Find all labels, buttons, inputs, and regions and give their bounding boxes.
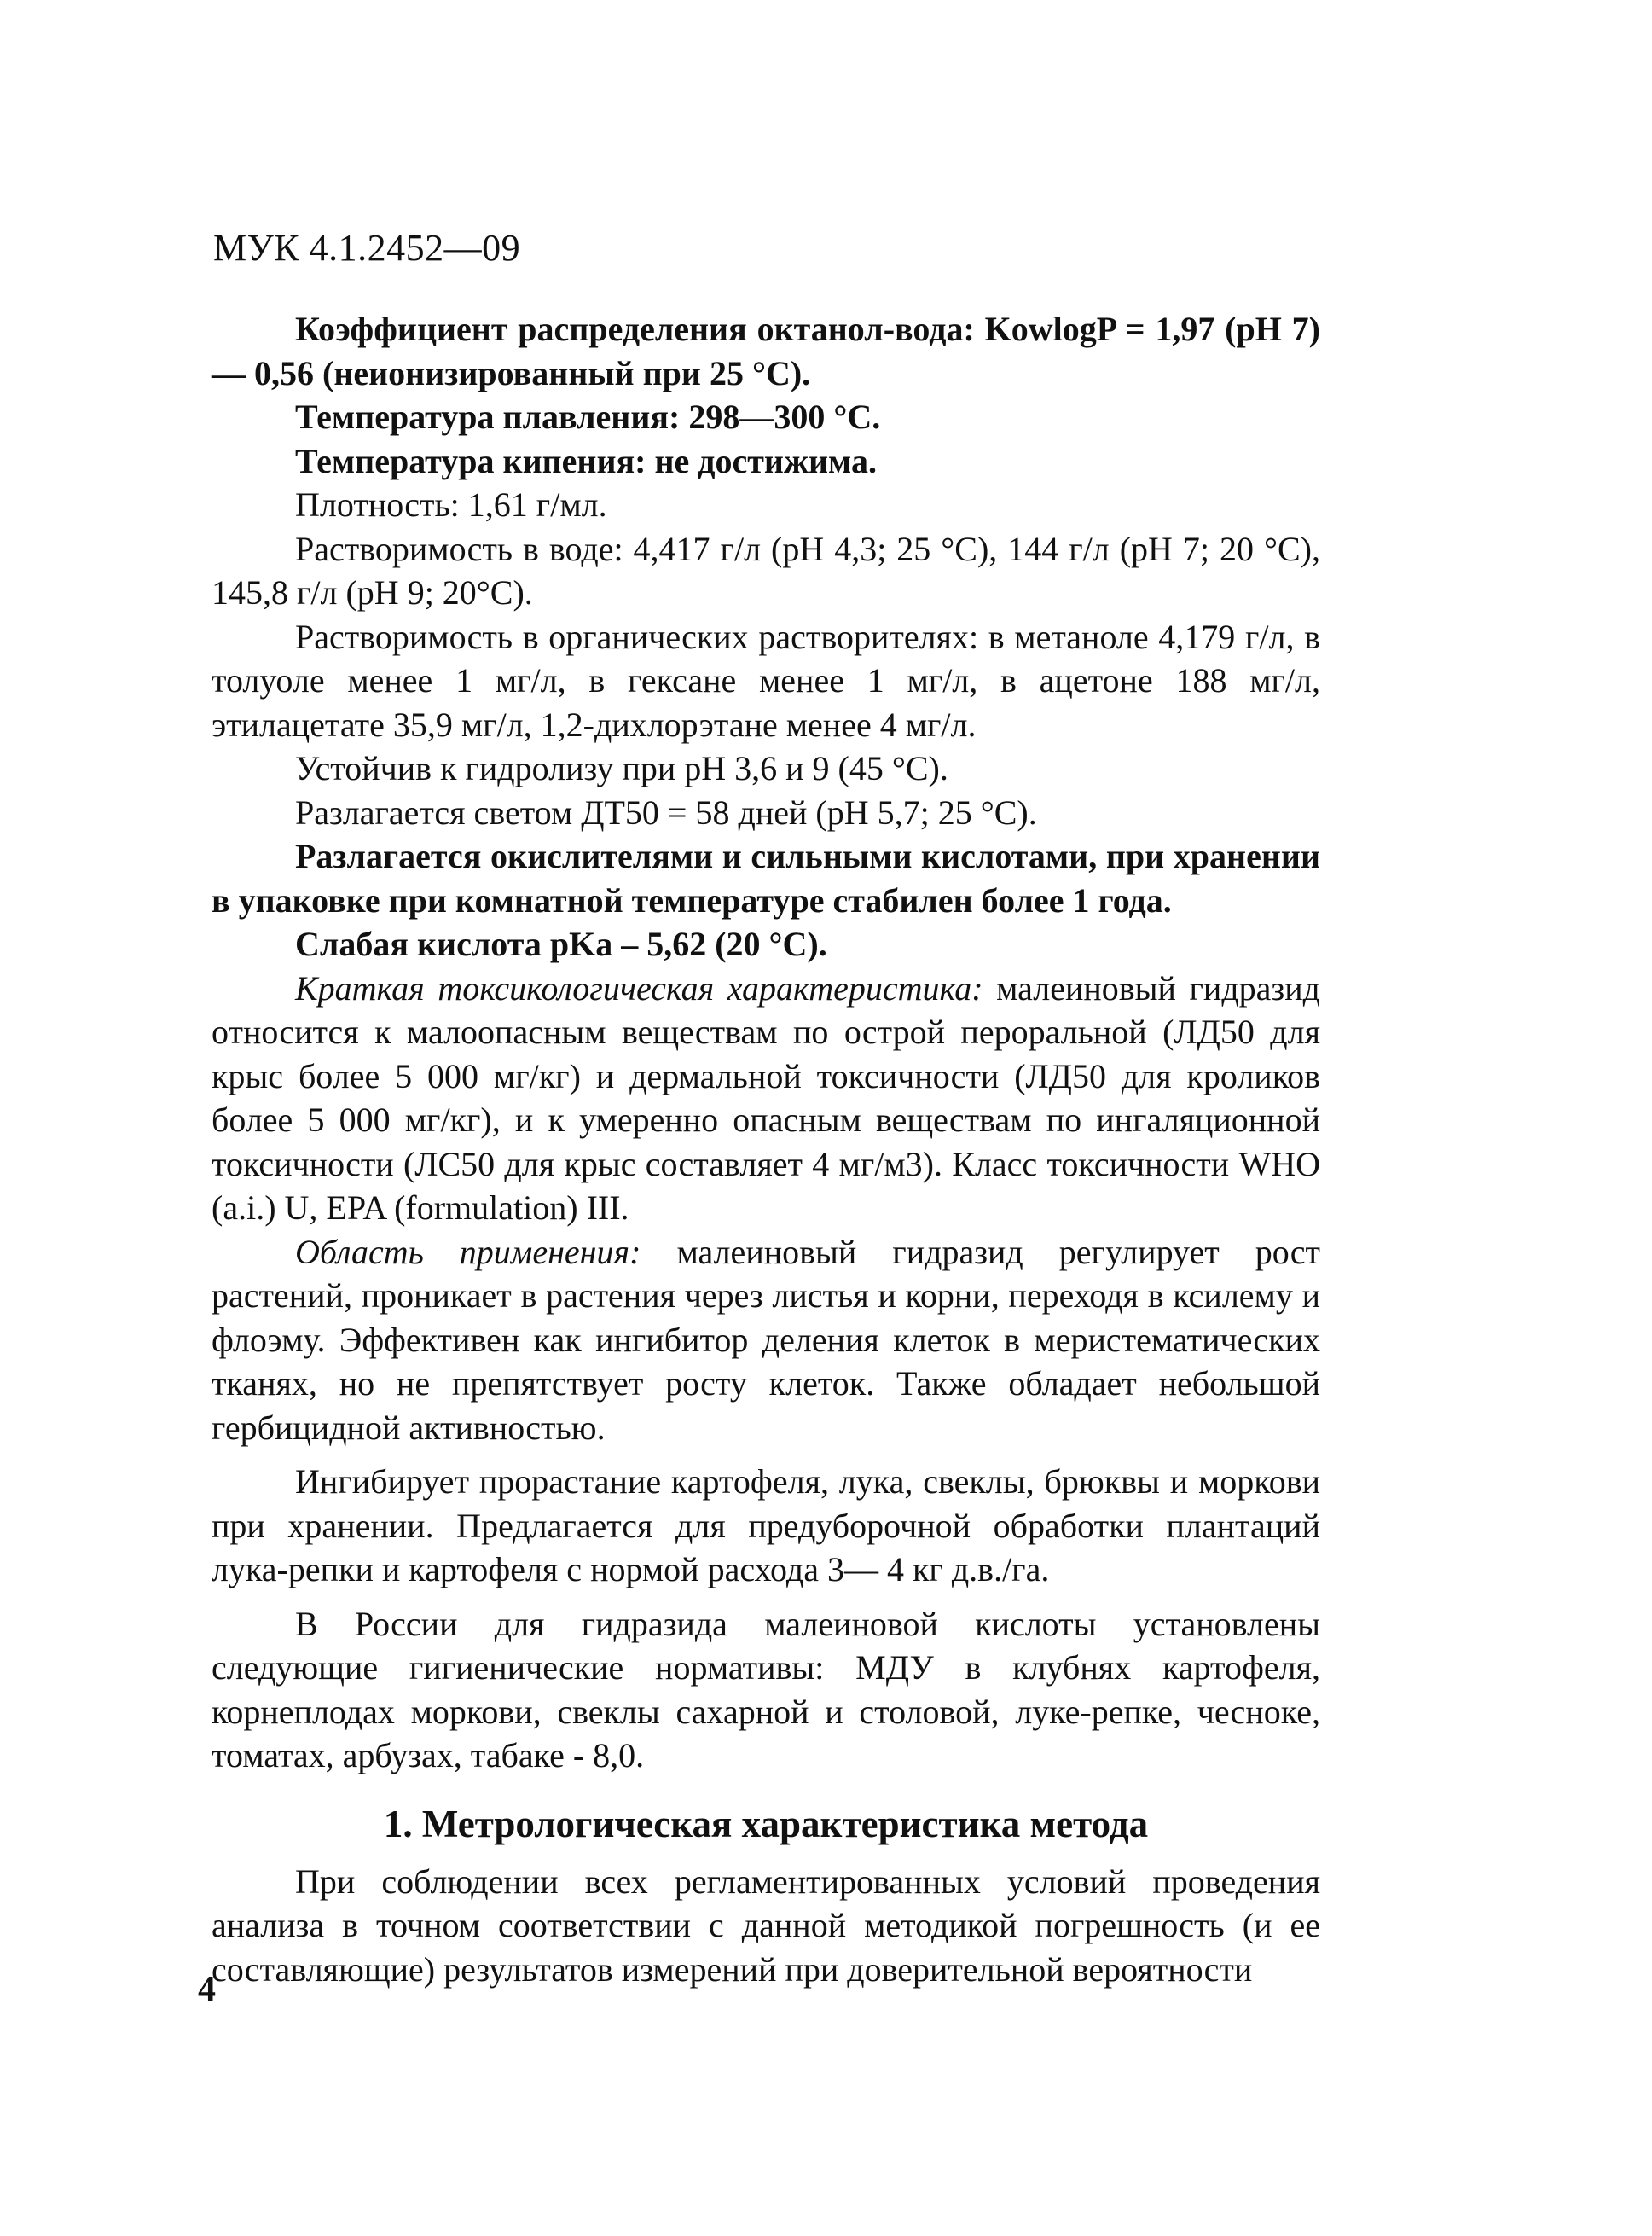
- organic-solubility-paragraph: Растворимость в органических растворителях: в метаноле 4,179 г/л, в толуоле менее 1 мг/л, в гексане менее 1 мг/л, в ацетоне 188 мг/л, этилацетате 35,9 мг/л, 1,2-дихлорэтане менее 4 мг/л.: [212, 617, 1320, 744]
- toxicology-text: малеиновый гидразид относится к малоопасным веществам по острой пероральной (ЛД50 для крыс более 5 000 мг/кг) и дермальной токсичности (ЛД50 для кроликов более 5 000 мг/кг), и к умеренно опасным веществам по ингаляционной токсичности (ЛС50 для крыс составляет 4 мг/м3). Класс токсичности WHO (a.i.) U, EPA (formulation) III.: [212, 968, 1320, 1227]
- partition-coefficient-paragraph: Коэффициент распределения октанол-вода: KowlogP = 1,97 (pH 7) — 0,56 (неионизированный при 25 °С).: [212, 310, 1320, 392]
- document-code-header: МУК 4.1.2452—09: [213, 227, 521, 269]
- hydrolysis-paragraph: Устойчив к гидролизу при pH 3,6 и 9 (45 °С).: [295, 749, 948, 787]
- application-label: Область применения:: [295, 1232, 641, 1271]
- toxicology-paragraph: [212, 967, 1320, 1230]
- metrology-paragraph: При соблюдении всех регламентированных условий проведения анализа в точном соответствии с данной методикой погрешность (и ее составляющие) результатов измерений при доверительной вероятности: [212, 1861, 1320, 1989]
- body-text: [212, 307, 1320, 1991]
- photolysis-paragraph: Разлагается светом ДТ50 = 58 дней (pH 5,7; 25 °С).: [295, 793, 1037, 832]
- stability-paragraph: Разлагается окислителями и сильными кислотами, при хранении в упаковке при комнатной температуре стабилен более 1 года.: [212, 837, 1320, 920]
- page-number: 4: [198, 1970, 216, 2009]
- application-text: малеиновый гидразид регулирует рост растений, проникает в растения через листья и корни, переходя в ксилему и флоэму. Эффективен как ингибитор деления клеток в меристематических тканях, но не препятствует росту клеток. Также обладает небольшой гербицидной активностью.: [212, 1232, 1320, 1447]
- section-heading: 1. Метрологическая характеристика метода: [383, 1802, 1149, 1845]
- acidity-paragraph: Слабая кислота pKa – 5,62 (20 °С).: [295, 925, 827, 963]
- boiling-point-paragraph: Температура кипения: не достижима.: [295, 441, 877, 480]
- toxicology-label: Краткая токсикологическая характеристика:: [295, 968, 983, 1008]
- water-solubility-paragraph: Растворимость в воде: 4,417 г/л (pH 4,3; 25 °С), 144 г/л (pH 7; 20 °С), 145,8 г/л (pH 9; 20°С).: [212, 529, 1320, 612]
- melting-point-paragraph: Температура плавления: 298—300 °С.: [295, 398, 881, 436]
- density-paragraph: Плотность: 1,61 г/мл.: [295, 485, 607, 524]
- application-paragraph: [212, 1230, 1320, 1450]
- germination-paragraph: Ингибирует прорастание картофеля, лука, свеклы, брюквы и моркови при хранении. Предлагается для предуборочной обработки плантаций лука-репки и картофеля с нормой расхода 3— 4 кг д.в./га.: [212, 1462, 1320, 1588]
- hygiene-standards-paragraph: В России для гидразида малеиновой кислоты установлены следующие гигиенические нормативы: МДУ в клубнях картофеля, корнеплодах моркови, свеклы сахарной и столовой, луке-репке, чесноке, томатах, арбузах, табаке - 8,0.: [212, 1604, 1320, 1774]
